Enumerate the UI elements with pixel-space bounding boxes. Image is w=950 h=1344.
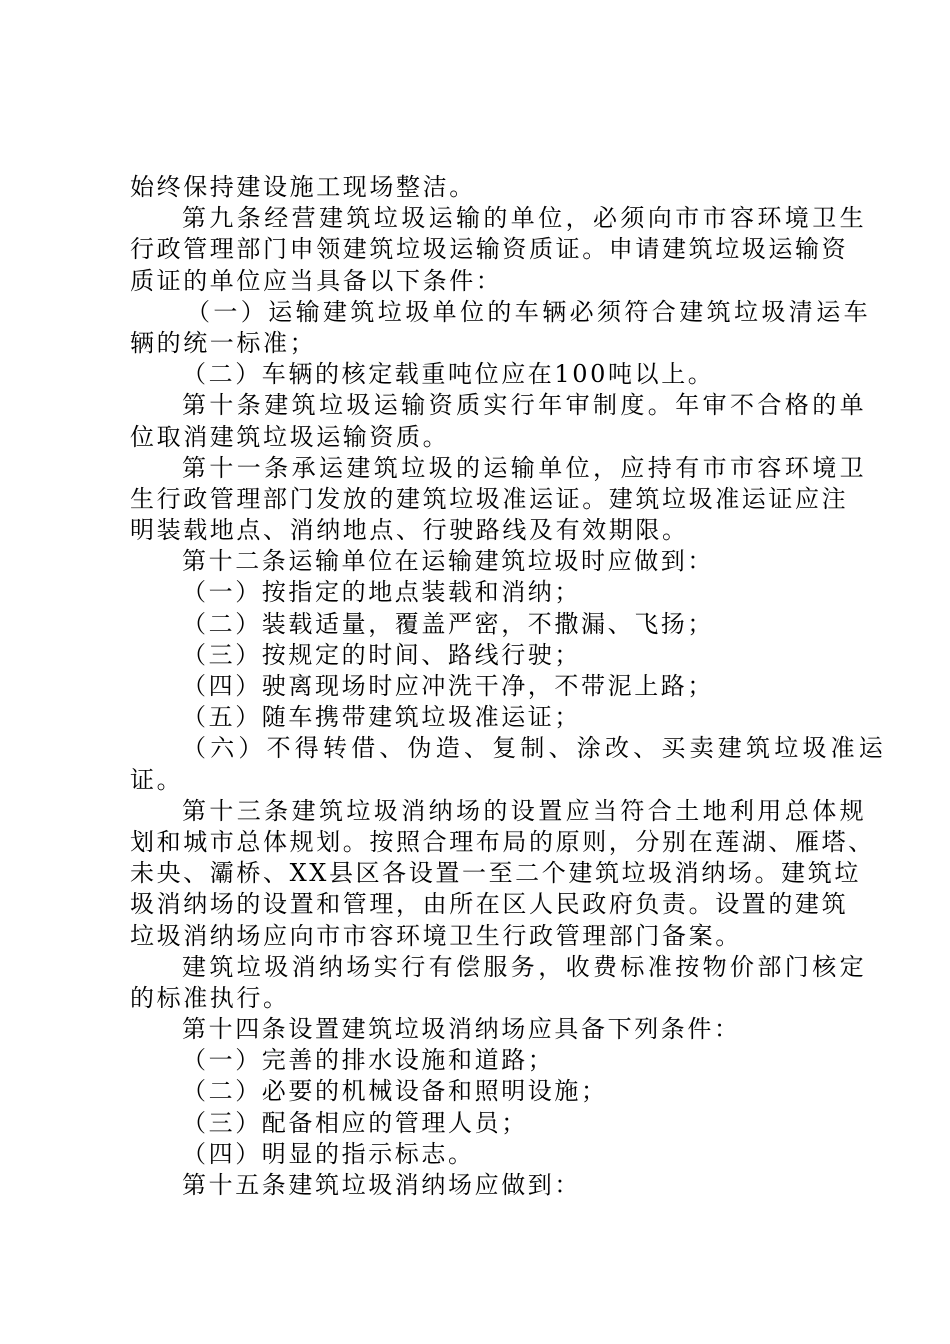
paragraph-line: 质证的单位应当具备以下条件： xyxy=(130,266,503,295)
paragraph-line: 的标准执行。 xyxy=(130,983,290,1012)
paragraph-line: （一）完善的排水设施和道路； xyxy=(182,1046,555,1075)
paragraph-line: 行政管理部门申领建筑垃圾运输资质证。申请建筑垃圾运输资 xyxy=(130,235,849,264)
paragraph-line: 第十五条建筑垃圾消纳场应做到： xyxy=(182,1171,581,1199)
paragraph-line: （一）运输建筑垃圾单位的车辆必须符合建筑垃圾清运车 xyxy=(186,297,871,326)
paragraph-line: （二）必要的机械设备和照明设施； xyxy=(182,1077,608,1106)
paragraph-line: （四）驶离现场时应冲洗干净，不带泥上路； xyxy=(182,672,714,700)
paragraph-line: （三）按规定的时间、路线行驶； xyxy=(182,640,581,669)
paragraph-line: 证。 xyxy=(130,765,184,794)
paragraph-line: 第十一条承运建筑垃圾的运输单位，应持有市市容环境卫 xyxy=(182,453,867,482)
paragraph-line: 辆的统一标准； xyxy=(130,328,317,357)
paragraph-line: 第十二条运输单位在运输建筑垃圾时应做到： xyxy=(182,547,714,576)
paragraph-line: 始终保持建设施工现场整洁。 xyxy=(130,173,476,201)
paragraph-line: 第十三条建筑垃圾消纳场的设置应当符合土地利用总体规 xyxy=(182,796,867,825)
paragraph-line: （三）配备相应的管理人员； xyxy=(182,1108,528,1137)
paragraph-line: 未央、灞桥、XX县区各设置一至二个建筑垃圾消纳场。建筑垃 xyxy=(130,859,861,888)
paragraph-line: （四）明显的指示标志。 xyxy=(182,1139,475,1168)
paragraph-line: 划和城市总体规划。按照合理布局的原则，分别在莲湖、雁塔、 xyxy=(130,827,875,856)
paragraph-line: （一）按指定的地点装载和消纳； xyxy=(182,578,581,607)
document-body xyxy=(130,172,887,1201)
paragraph-line: 位取消建筑垃圾运输资质。 xyxy=(130,422,450,451)
paragraph-line: 第十四条设置建筑垃圾消纳场应具备下列条件： xyxy=(182,1015,741,1044)
paragraph-line: 建筑垃圾消纳场实行有偿服务，收费标准按物价部门核定 xyxy=(182,952,867,981)
paragraph-line: 垃圾消纳场应向市市容环境卫生行政管理部门备案。 xyxy=(130,921,742,950)
paragraph-line: 第九条经营建筑垃圾运输的单位，必须向市市容环境卫生 xyxy=(182,204,867,233)
paragraph-line: （五）随车携带建筑垃圾准运证； xyxy=(182,703,581,732)
paragraph-line: （二）装载适量，覆盖严密，不撒漏、飞扬； xyxy=(182,609,714,638)
paragraph-line: （六）不得转借、伪造、复制、涂改、买卖建筑垃圾准运 xyxy=(182,734,887,763)
paragraph-line: 生行政管理部门发放的建筑垃圾准运证。建筑垃圾准运证应注 xyxy=(130,484,849,513)
paragraph-line: （二）车辆的核定载重吨位应在100吨以上。 xyxy=(182,360,715,389)
paragraph-line: 明装载地点、消纳地点、行驶路线及有效期限。 xyxy=(130,516,689,545)
paragraph-line: 圾消纳场的设置和管理，由所在区人民政府负责。设置的建筑 xyxy=(130,890,849,919)
paragraph-line: 第十条建筑垃圾运输资质实行年审制度。年审不合格的单 xyxy=(182,391,867,420)
